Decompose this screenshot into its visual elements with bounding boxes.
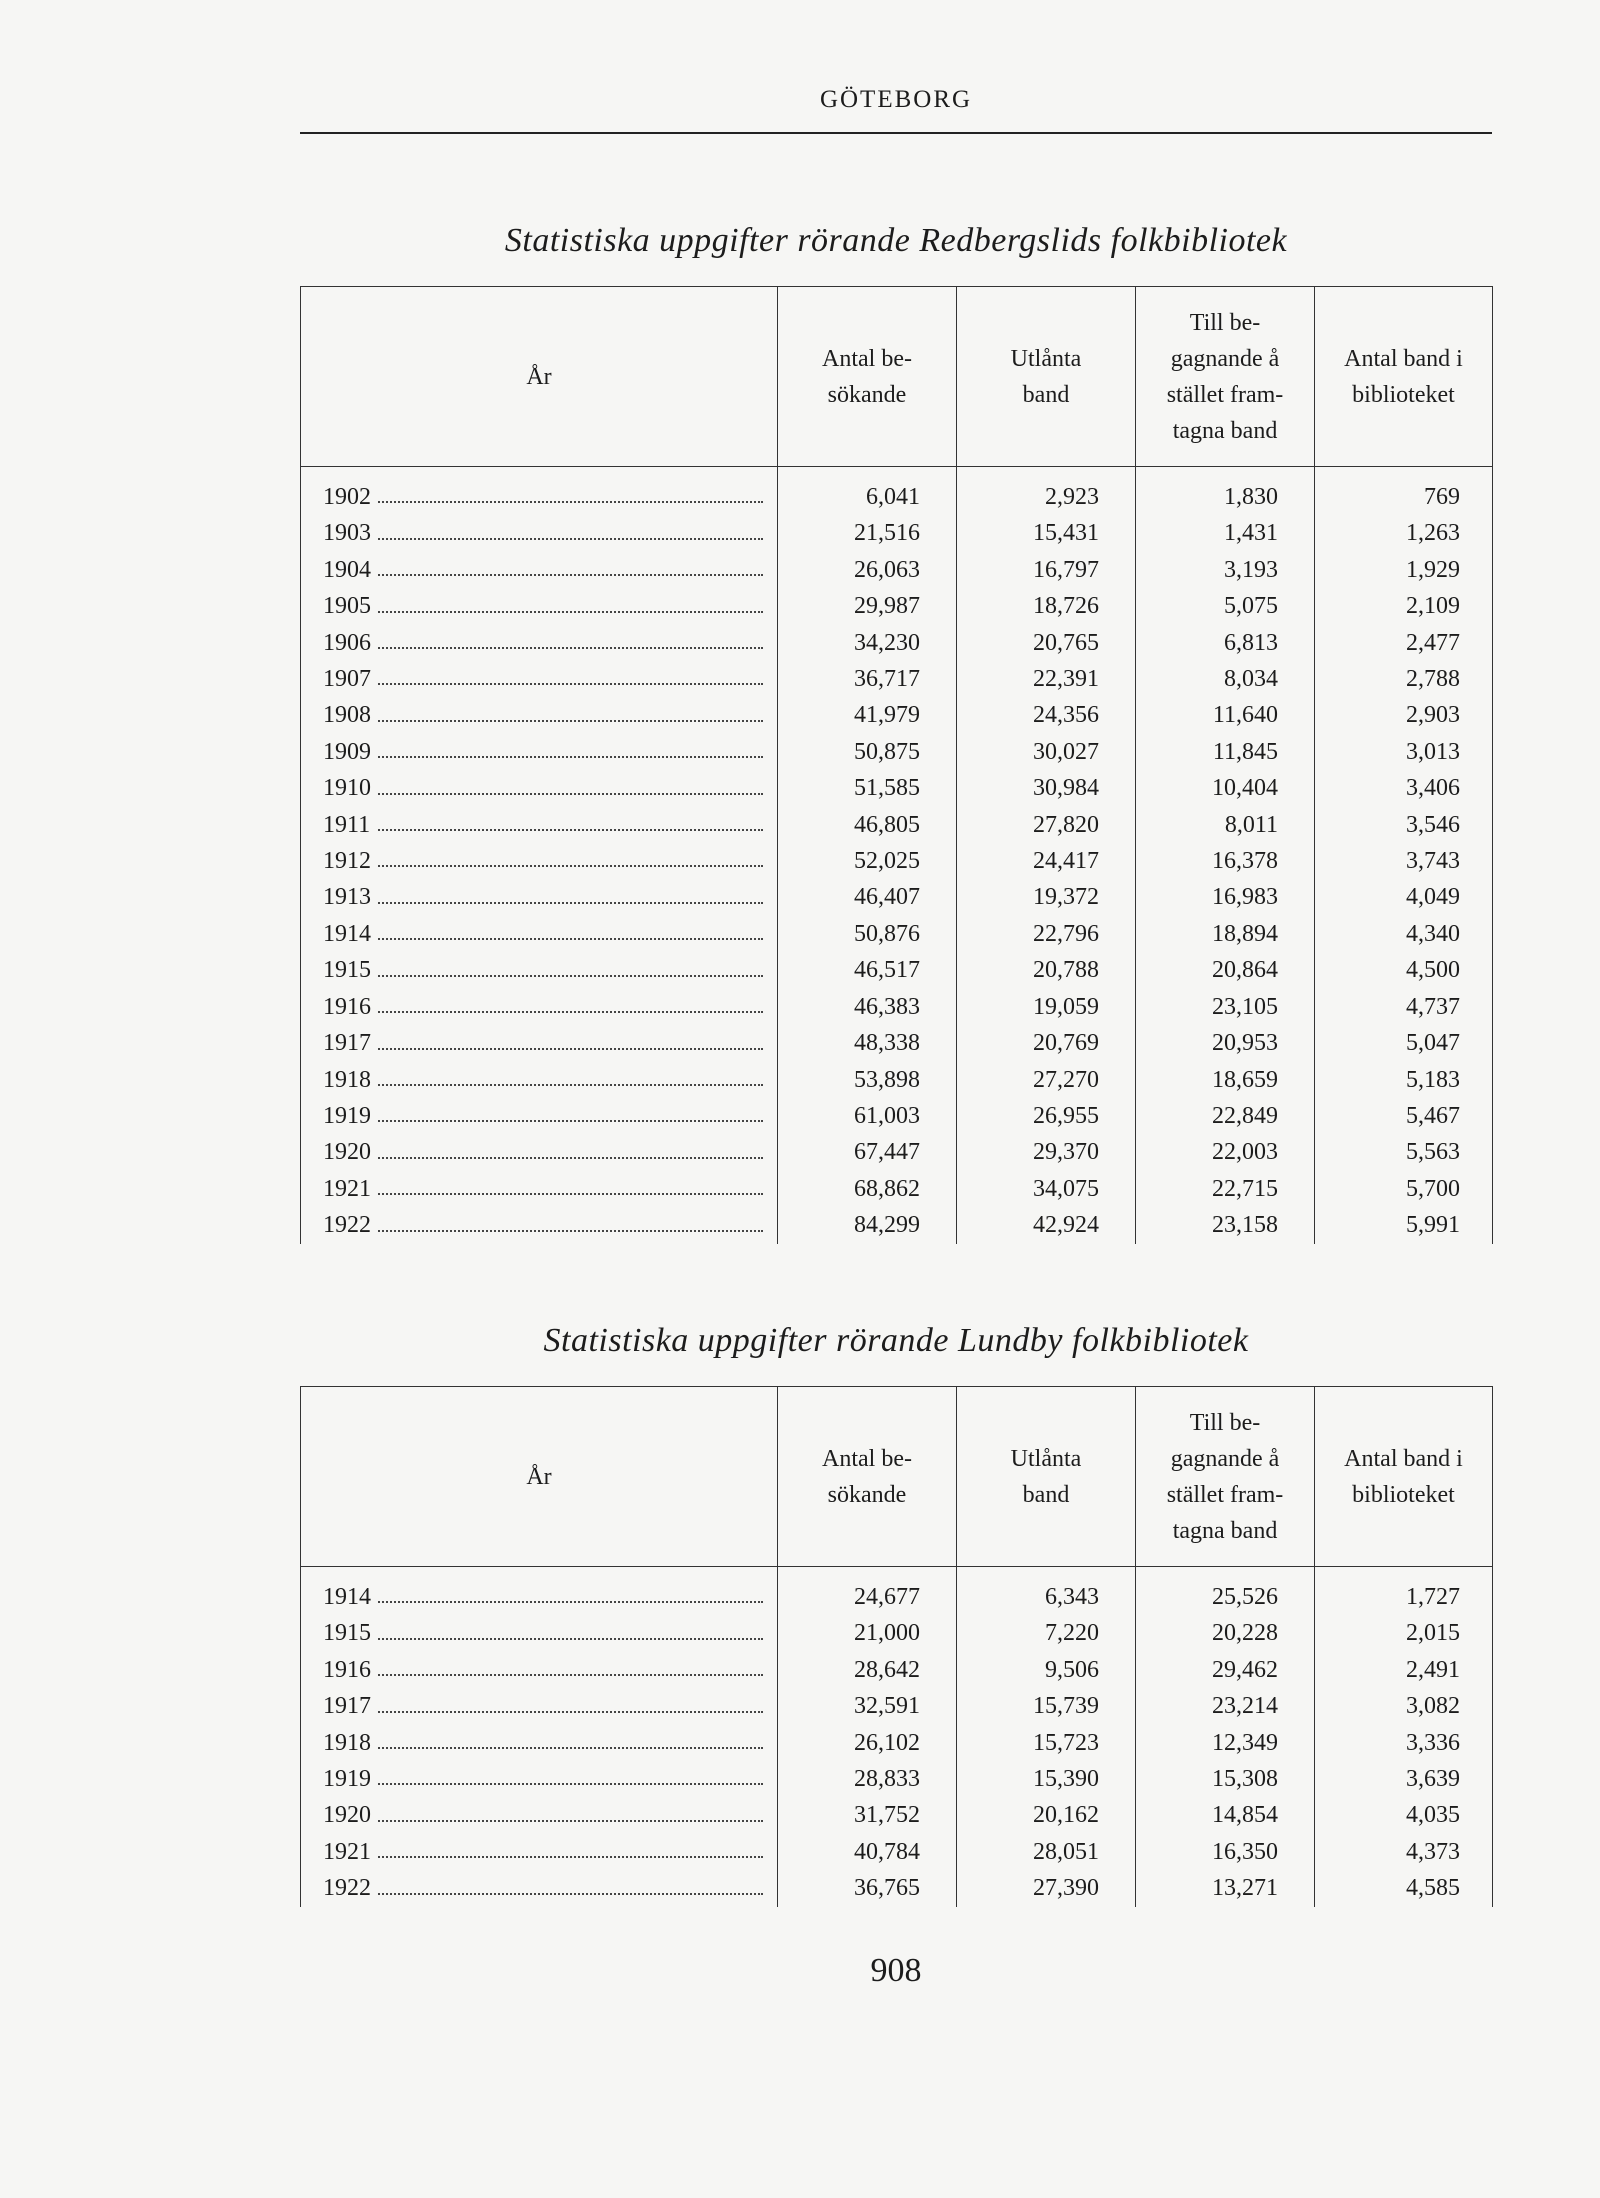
dot-leader xyxy=(371,1120,763,1122)
loaned-cell: 7,220 xyxy=(957,1615,1136,1651)
year-cell xyxy=(301,1134,778,1170)
year-label: 1912 xyxy=(301,843,377,879)
holdings-cell: 2,788 xyxy=(1315,661,1493,697)
visitors-cell: 31,752 xyxy=(778,1797,957,1833)
year-label: 1909 xyxy=(301,734,377,770)
year-cell xyxy=(301,1615,778,1651)
visitors-cell: 24,677 xyxy=(778,1567,957,1616)
dot-leader xyxy=(371,829,763,831)
loaned-cell: 15,723 xyxy=(957,1725,1136,1761)
year-cell xyxy=(301,1171,778,1207)
year-cell xyxy=(301,1098,778,1134)
holdings-cell: 2,477 xyxy=(1315,625,1493,661)
header-year: År xyxy=(301,287,778,467)
holdings-cell: 3,082 xyxy=(1315,1688,1493,1724)
year-cell xyxy=(301,1870,778,1906)
table-row xyxy=(301,661,1493,697)
visitors-cell: 46,407 xyxy=(778,879,957,915)
holdings-cell: 1,263 xyxy=(1315,515,1493,551)
loaned-cell: 27,820 xyxy=(957,807,1136,843)
table-row xyxy=(301,1207,1493,1243)
loaned-cell: 15,739 xyxy=(957,1688,1136,1724)
onsite-cell: 1,830 xyxy=(1136,467,1315,516)
year-label: 1919 xyxy=(301,1761,377,1797)
visitors-cell: 41,979 xyxy=(778,697,957,733)
table-row xyxy=(301,1615,1493,1651)
table-row xyxy=(301,588,1493,624)
onsite-cell: 15,308 xyxy=(1136,1761,1315,1797)
onsite-cell: 22,003 xyxy=(1136,1134,1315,1170)
dot-leader xyxy=(371,1601,763,1603)
loaned-cell: 22,391 xyxy=(957,661,1136,697)
year-cell xyxy=(301,588,778,624)
onsite-cell: 14,854 xyxy=(1136,1797,1315,1833)
year-label: 1919 xyxy=(301,1098,377,1134)
year-cell xyxy=(301,879,778,915)
header-visitors: Antal be- sökande xyxy=(778,287,957,467)
dot-leader xyxy=(371,1783,763,1785)
holdings-cell: 5,467 xyxy=(1315,1098,1493,1134)
holdings-cell: 3,013 xyxy=(1315,734,1493,770)
dot-leader xyxy=(371,538,763,540)
dot-leader xyxy=(371,1856,763,1858)
year-label: 1908 xyxy=(301,697,377,733)
visitors-cell: 21,516 xyxy=(778,515,957,551)
holdings-cell: 3,743 xyxy=(1315,843,1493,879)
year-cell xyxy=(301,1725,778,1761)
visitors-cell: 34,230 xyxy=(778,625,957,661)
lundby-table xyxy=(300,1386,1493,1907)
year-label: 1914 xyxy=(301,1579,377,1615)
header-loaned: Utlånta band xyxy=(957,287,1136,467)
year-cell xyxy=(301,697,778,733)
year-label: 1907 xyxy=(301,661,377,697)
onsite-cell: 1,431 xyxy=(1136,515,1315,551)
year-label: 1902 xyxy=(301,479,377,515)
onsite-cell: 13,271 xyxy=(1136,1870,1315,1906)
loaned-cell: 19,059 xyxy=(957,989,1136,1025)
year-cell xyxy=(301,552,778,588)
visitors-cell: 46,805 xyxy=(778,807,957,843)
holdings-cell: 5,183 xyxy=(1315,1062,1493,1098)
year-label: 1910 xyxy=(301,770,377,806)
year-label: 1920 xyxy=(301,1134,377,1170)
loaned-cell: 30,984 xyxy=(957,770,1136,806)
year-label: 1917 xyxy=(301,1688,377,1724)
table-row xyxy=(301,1797,1493,1833)
year-label: 1920 xyxy=(301,1797,377,1833)
holdings-cell: 3,336 xyxy=(1315,1725,1493,1761)
visitors-cell: 67,447 xyxy=(778,1134,957,1170)
dot-leader xyxy=(371,501,763,503)
onsite-cell: 22,849 xyxy=(1136,1098,1315,1134)
dot-leader xyxy=(371,865,763,867)
table-row xyxy=(301,1134,1493,1170)
loaned-cell: 9,506 xyxy=(957,1652,1136,1688)
onsite-cell: 25,526 xyxy=(1136,1567,1315,1616)
holdings-cell: 3,406 xyxy=(1315,770,1493,806)
year-label: 1922 xyxy=(301,1207,377,1243)
loaned-cell: 26,955 xyxy=(957,1098,1136,1134)
visitors-cell: 53,898 xyxy=(778,1062,957,1098)
table-row xyxy=(301,1761,1493,1797)
loaned-cell: 20,788 xyxy=(957,952,1136,988)
holdings-cell: 2,491 xyxy=(1315,1652,1493,1688)
holdings-cell: 4,737 xyxy=(1315,989,1493,1025)
loaned-cell: 15,431 xyxy=(957,515,1136,551)
table-row xyxy=(301,879,1493,915)
dot-leader xyxy=(371,1638,763,1640)
loaned-cell: 15,390 xyxy=(957,1761,1136,1797)
page-number: 908 xyxy=(870,1952,922,1989)
holdings-cell: 5,047 xyxy=(1315,1025,1493,1061)
onsite-cell: 16,983 xyxy=(1136,879,1315,915)
loaned-cell: 24,417 xyxy=(957,843,1136,879)
year-cell xyxy=(301,843,778,879)
dot-leader xyxy=(371,938,763,940)
year-cell xyxy=(301,1688,778,1724)
header-holdings: Antal band i biblioteket xyxy=(1315,287,1493,467)
visitors-cell: 50,875 xyxy=(778,734,957,770)
table2-body xyxy=(301,1567,1493,1907)
onsite-cell: 6,813 xyxy=(1136,625,1315,661)
header-holdings: Antal band i biblioteket xyxy=(1315,1387,1493,1567)
dot-leader xyxy=(371,574,763,576)
loaned-cell: 16,797 xyxy=(957,552,1136,588)
year-label: 1921 xyxy=(301,1171,377,1207)
year-cell xyxy=(301,1062,778,1098)
holdings-cell: 4,340 xyxy=(1315,916,1493,952)
table-row xyxy=(301,1870,1493,1906)
holdings-cell: 769 xyxy=(1315,467,1493,516)
holdings-cell: 4,500 xyxy=(1315,952,1493,988)
loaned-cell: 34,075 xyxy=(957,1171,1136,1207)
onsite-cell: 23,158 xyxy=(1136,1207,1315,1243)
dot-leader xyxy=(371,1011,763,1013)
table-row xyxy=(301,770,1493,806)
onsite-cell: 12,349 xyxy=(1136,1725,1315,1761)
year-label: 1914 xyxy=(301,916,377,952)
onsite-cell: 11,640 xyxy=(1136,697,1315,733)
dot-leader xyxy=(371,1048,763,1050)
table-row xyxy=(301,1567,1493,1616)
dot-leader xyxy=(371,1084,763,1086)
onsite-cell: 3,193 xyxy=(1136,552,1315,588)
dot-leader xyxy=(371,1230,763,1232)
onsite-cell: 23,105 xyxy=(1136,989,1315,1025)
onsite-cell: 16,350 xyxy=(1136,1834,1315,1870)
year-label: 1903 xyxy=(301,515,377,551)
visitors-cell: 46,517 xyxy=(778,952,957,988)
year-cell xyxy=(301,661,778,697)
year-label: 1916 xyxy=(301,989,377,1025)
loaned-cell: 29,370 xyxy=(957,1134,1136,1170)
visitors-cell: 68,862 xyxy=(778,1171,957,1207)
visitors-cell: 84,299 xyxy=(778,1207,957,1243)
year-cell xyxy=(301,1761,778,1797)
year-cell xyxy=(301,916,778,952)
holdings-cell: 2,015 xyxy=(1315,1615,1493,1651)
year-label: 1915 xyxy=(301,952,377,988)
loaned-cell: 20,769 xyxy=(957,1025,1136,1061)
loaned-cell: 18,726 xyxy=(957,588,1136,624)
year-label: 1906 xyxy=(301,625,377,661)
visitors-cell: 50,876 xyxy=(778,916,957,952)
table1-body xyxy=(301,467,1493,1244)
year-cell xyxy=(301,952,778,988)
year-label: 1917 xyxy=(301,1025,377,1061)
table2-caption: Statistiska uppgifter rörande Lundby folkbibliotek xyxy=(543,1322,1249,1359)
holdings-cell: 4,035 xyxy=(1315,1797,1493,1833)
year-label: 1921 xyxy=(301,1834,377,1870)
holdings-cell: 5,991 xyxy=(1315,1207,1493,1243)
table-row xyxy=(301,734,1493,770)
header-rule xyxy=(300,132,1492,134)
visitors-cell: 48,338 xyxy=(778,1025,957,1061)
holdings-cell: 1,727 xyxy=(1315,1567,1493,1616)
dot-leader xyxy=(371,975,763,977)
dot-leader xyxy=(371,1674,763,1676)
table-row xyxy=(301,1652,1493,1688)
visitors-cell: 40,784 xyxy=(778,1834,957,1870)
holdings-cell: 4,585 xyxy=(1315,1870,1493,1906)
table-row xyxy=(301,1834,1493,1870)
year-cell xyxy=(301,1797,778,1833)
dot-leader xyxy=(371,1157,763,1159)
table-row xyxy=(301,952,1493,988)
loaned-cell: 19,372 xyxy=(957,879,1136,915)
holdings-cell: 2,109 xyxy=(1315,588,1493,624)
dot-leader xyxy=(371,756,763,758)
holdings-cell: 5,700 xyxy=(1315,1171,1493,1207)
header-visitors: Antal be- sökande xyxy=(778,1387,957,1567)
onsite-cell: 8,011 xyxy=(1136,807,1315,843)
loaned-cell: 30,027 xyxy=(957,734,1136,770)
onsite-cell: 10,404 xyxy=(1136,770,1315,806)
table-row xyxy=(301,1171,1493,1207)
year-label: 1911 xyxy=(301,807,376,843)
loaned-cell: 20,765 xyxy=(957,625,1136,661)
year-cell xyxy=(301,989,778,1025)
table-header-row xyxy=(301,1387,1493,1567)
year-label: 1915 xyxy=(301,1615,377,1651)
visitors-cell: 29,987 xyxy=(778,588,957,624)
table-row xyxy=(301,1098,1493,1134)
holdings-cell: 2,903 xyxy=(1315,697,1493,733)
onsite-cell: 18,659 xyxy=(1136,1062,1315,1098)
dot-leader xyxy=(371,1747,763,1749)
holdings-cell: 5,563 xyxy=(1315,1134,1493,1170)
onsite-cell: 11,845 xyxy=(1136,734,1315,770)
loaned-cell: 28,051 xyxy=(957,1834,1136,1870)
visitors-cell: 21,000 xyxy=(778,1615,957,1651)
loaned-cell: 20,162 xyxy=(957,1797,1136,1833)
header-loaned: Utlånta band xyxy=(957,1387,1136,1567)
visitors-cell: 61,003 xyxy=(778,1098,957,1134)
year-cell xyxy=(301,1652,778,1688)
dot-leader xyxy=(371,1820,763,1822)
year-cell xyxy=(301,1567,778,1616)
table-row xyxy=(301,1062,1493,1098)
table-row xyxy=(301,697,1493,733)
table-row xyxy=(301,807,1493,843)
visitors-cell: 28,833 xyxy=(778,1761,957,1797)
table-row xyxy=(301,467,1493,516)
onsite-cell: 5,075 xyxy=(1136,588,1315,624)
header-onsite: Till be- gagnande å stället fram- tagna band xyxy=(1136,287,1315,467)
table-row xyxy=(301,843,1493,879)
loaned-cell: 27,390 xyxy=(957,1870,1136,1906)
visitors-cell: 26,063 xyxy=(778,552,957,588)
table-header-row xyxy=(301,287,1493,467)
loaned-cell: 22,796 xyxy=(957,916,1136,952)
table-row xyxy=(301,989,1493,1025)
year-cell xyxy=(301,1207,778,1243)
onsite-cell: 22,715 xyxy=(1136,1171,1315,1207)
redbergslid-table xyxy=(300,286,1493,1244)
dot-leader xyxy=(371,902,763,904)
dot-leader xyxy=(371,720,763,722)
loaned-cell: 24,356 xyxy=(957,697,1136,733)
year-cell xyxy=(301,1834,778,1870)
holdings-cell: 1,929 xyxy=(1315,552,1493,588)
loaned-cell: 6,343 xyxy=(957,1567,1136,1616)
dot-leader xyxy=(371,683,763,685)
onsite-cell: 23,214 xyxy=(1136,1688,1315,1724)
visitors-cell: 6,041 xyxy=(778,467,957,516)
visitors-cell: 28,642 xyxy=(778,1652,957,1688)
running-head: GÖTEBORG xyxy=(819,86,973,113)
onsite-cell: 18,894 xyxy=(1136,916,1315,952)
table1-caption: Statistiska uppgifter rörande Redbergslids folkbibliotek xyxy=(504,222,1288,259)
onsite-cell: 20,864 xyxy=(1136,952,1315,988)
year-cell xyxy=(301,625,778,661)
year-label: 1916 xyxy=(301,1652,377,1688)
table-row xyxy=(301,916,1493,952)
holdings-cell: 3,639 xyxy=(1315,1761,1493,1797)
table-row xyxy=(301,1025,1493,1061)
year-label: 1904 xyxy=(301,552,377,588)
visitors-cell: 46,383 xyxy=(778,989,957,1025)
year-label: 1922 xyxy=(301,1870,377,1906)
loaned-cell: 27,270 xyxy=(957,1062,1136,1098)
table-row xyxy=(301,515,1493,551)
dot-leader xyxy=(371,1711,763,1713)
visitors-cell: 36,717 xyxy=(778,661,957,697)
dot-leader xyxy=(371,647,763,649)
holdings-cell: 4,049 xyxy=(1315,879,1493,915)
table-row xyxy=(301,1688,1493,1724)
year-cell xyxy=(301,515,778,551)
year-label: 1905 xyxy=(301,588,377,624)
onsite-cell: 20,953 xyxy=(1136,1025,1315,1061)
dot-leader xyxy=(371,793,763,795)
year-label: 1913 xyxy=(301,879,377,915)
onsite-cell: 8,034 xyxy=(1136,661,1315,697)
year-label: 1918 xyxy=(301,1725,377,1761)
table-row xyxy=(301,552,1493,588)
year-cell xyxy=(301,1025,778,1061)
year-cell xyxy=(301,467,778,516)
holdings-cell: 4,373 xyxy=(1315,1834,1493,1870)
visitors-cell: 51,585 xyxy=(778,770,957,806)
header-onsite: Till be- gagnande å stället fram- tagna band xyxy=(1136,1387,1315,1567)
holdings-cell: 3,546 xyxy=(1315,807,1493,843)
dot-leader xyxy=(371,1193,763,1195)
table-row xyxy=(301,625,1493,661)
year-cell xyxy=(301,807,778,843)
dot-leader xyxy=(371,611,763,613)
onsite-cell: 16,378 xyxy=(1136,843,1315,879)
onsite-cell: 20,228 xyxy=(1136,1615,1315,1651)
year-label: 1918 xyxy=(301,1062,377,1098)
visitors-cell: 52,025 xyxy=(778,843,957,879)
header-year: År xyxy=(301,1387,778,1567)
visitors-cell: 36,765 xyxy=(778,1870,957,1906)
table-row xyxy=(301,1725,1493,1761)
loaned-cell: 2,923 xyxy=(957,467,1136,516)
onsite-cell: 29,462 xyxy=(1136,1652,1315,1688)
dot-leader xyxy=(371,1893,763,1895)
year-cell xyxy=(301,770,778,806)
visitors-cell: 26,102 xyxy=(778,1725,957,1761)
loaned-cell: 42,924 xyxy=(957,1207,1136,1243)
year-cell xyxy=(301,734,778,770)
visitors-cell: 32,591 xyxy=(778,1688,957,1724)
